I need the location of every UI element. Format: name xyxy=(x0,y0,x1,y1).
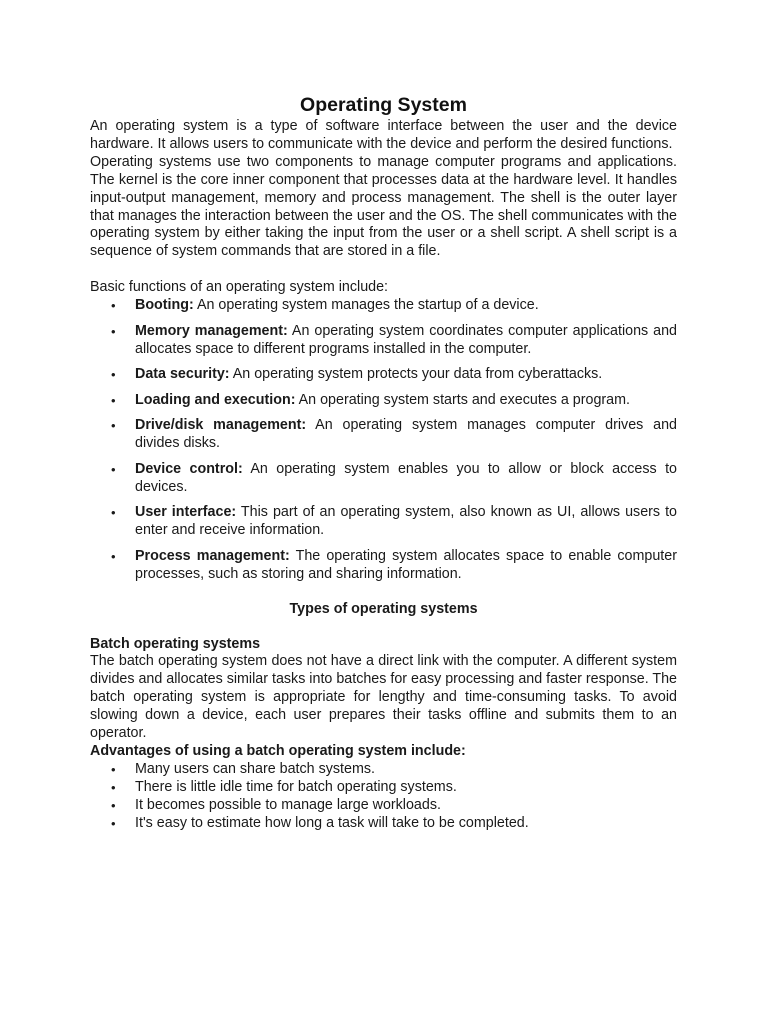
advantage-text: There is little idle time for batch operating systems. xyxy=(135,778,457,795)
bullet-icon: • xyxy=(111,392,116,408)
bullet-icon: • xyxy=(111,298,116,314)
intro-paragraph-1: An operating system is a type of software interface between the user and the device hardware. It allows users to communicate with the device and perform the desired functions. xyxy=(90,118,677,152)
bullet-icon: • xyxy=(111,797,116,813)
function-text: An operating system manages the startup of a device. xyxy=(193,297,539,314)
functions-list xyxy=(90,297,677,584)
batch-heading: Batch operating systems xyxy=(90,635,261,652)
function-item-loading-execution xyxy=(90,392,677,410)
function-text: An operating system enables you to allow or block access to devices. xyxy=(135,460,677,495)
function-term: Booting: xyxy=(135,297,194,314)
batch-paragraph: The batch operating system does not have a direct link with the computer. A different system divides and allocates similar tasks into batches for easy processing and faster response. The batch operating system is appropriate for lengthy and time-consuming tasks. To avoid slowing down a device, each user prepares their tasks offline and submits them to an operator. xyxy=(90,653,678,742)
advantage-text: Many users can share batch systems. xyxy=(135,760,375,777)
function-text: This part of an operating system, also known as UI, allows users to enter and receive information. xyxy=(135,504,677,539)
bullet-icon: • xyxy=(111,323,116,339)
intro-paragraph-2: Operating systems use two components to manage computer programs and applications. The kernel is the core inner component that processes data at the hardware level. It handles input-output management, memory and process management. The shell is the outer layer that manages the interaction between the user and the OS. The shell communicates with the operating system by either taking the input from the user or a shell script. A shell script is a sequence of system commands that are stored in a file. xyxy=(90,153,677,260)
function-text: An operating system protects your data from cyberattacks. xyxy=(229,366,603,383)
advantage-text: It becomes possible to manage large workloads. xyxy=(135,796,441,813)
document-title: Operating System xyxy=(300,94,467,116)
bullet-icon: • xyxy=(111,548,116,564)
function-item-drive-disk-management xyxy=(90,417,677,453)
function-term: Drive/disk management: xyxy=(135,417,307,434)
function-term: User interface: xyxy=(135,504,237,521)
function-text: The operating system allocates space to enable computer processes, such as storing and sharing information. xyxy=(135,547,677,582)
bullet-icon: • xyxy=(111,779,116,795)
paragraph-gap xyxy=(90,261,677,279)
bullet-icon: • xyxy=(111,815,116,831)
function-item-process-management xyxy=(90,548,677,584)
bullet-icon: • xyxy=(111,418,116,434)
batch-advantages-heading: Advantages of using a batch operating system include: xyxy=(90,742,466,759)
function-term: Loading and execution: xyxy=(135,391,296,408)
bullet-icon: • xyxy=(111,367,116,383)
function-item-user-interface xyxy=(90,504,677,540)
advantage-item xyxy=(90,815,677,833)
function-item-data-security xyxy=(90,366,677,384)
function-term: Device control: xyxy=(135,460,243,477)
advantage-item xyxy=(90,761,677,779)
batch-advantages-list xyxy=(90,761,677,833)
bullet-icon: • xyxy=(111,461,116,477)
function-text: An operating system starts and executes a program. xyxy=(295,391,631,408)
types-heading: Types of operating systems xyxy=(289,600,478,617)
function-item-memory-management xyxy=(90,323,677,359)
advantage-item xyxy=(90,779,677,797)
function-item-device-control xyxy=(90,461,677,497)
function-term: Data security: xyxy=(135,366,230,383)
function-text: An operating system coordinates computer applications and allocates space to different programs installed in the computer. xyxy=(135,322,677,357)
function-item-booting xyxy=(90,297,677,315)
function-term: Process management: xyxy=(135,547,290,564)
function-text: An operating system manages computer drives and divides disks. xyxy=(135,417,677,452)
bullet-icon: • xyxy=(111,505,116,521)
bullet-icon: • xyxy=(111,761,116,777)
advantage-item xyxy=(90,797,677,815)
functions-lead: Basic functions of an operating system include: xyxy=(90,279,389,296)
function-term: Memory management: xyxy=(135,322,288,339)
advantage-text: It's easy to estimate how long a task will take to be completed. xyxy=(135,814,529,831)
